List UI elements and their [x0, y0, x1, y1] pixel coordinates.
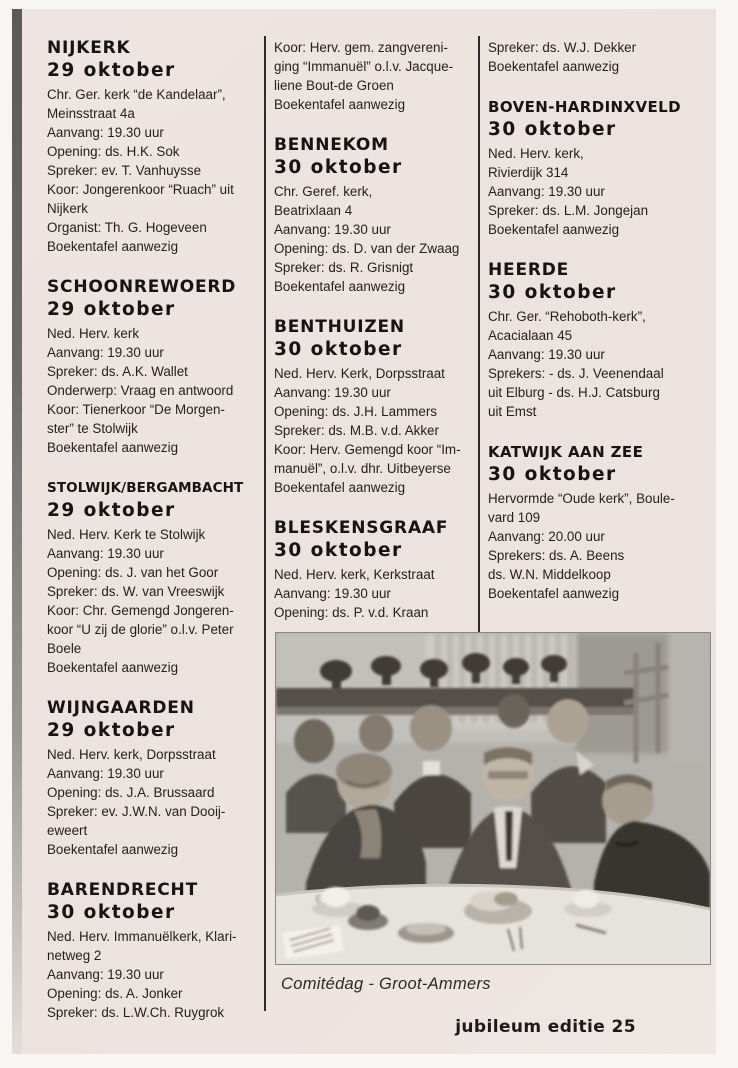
event-detail-line: koor “U zij de glorie” o.l.v. Peter	[47, 622, 234, 637]
event-detail-line: Onderwerp: Vraag en antwoord	[47, 383, 234, 398]
event-detail-line: Opening: ds. J.A. Brussaard	[47, 785, 215, 800]
event-detail-line: Spreker: ds. L.W.Ch. Ruygrok	[47, 1005, 225, 1020]
event-detail-line: Spreker: ev. T. Vanhuysse	[47, 163, 202, 178]
event-detail-line: Koor: Herv. Gemengd koor “Im-	[274, 442, 461, 457]
event-date: 30 oktober	[488, 282, 617, 303]
event-detail-line: Chr. Ger. “Rehoboth-kerk”,	[488, 309, 646, 324]
event-block-benthuizen	[274, 317, 472, 497]
event-detail-line: liene Bout-de Groen	[274, 78, 394, 93]
event-block-bleskensgraaf	[274, 518, 472, 622]
event-detail-line: vard 109	[488, 510, 541, 525]
event-detail-line: Ned. Herv. Immanuëlkerk, Klari-	[47, 929, 237, 944]
event-detail-line: Aanvang: 19.30 uur	[47, 967, 164, 982]
column-2	[274, 38, 472, 643]
event-detail-line: Boekentafel aanwezig	[47, 239, 179, 254]
event-detail-line: Spreker: ds. W. van Vreeswijk	[47, 584, 225, 599]
event-detail-line: Boekentafel aanwezig	[274, 97, 406, 112]
event-title: BENNEKOM	[274, 135, 389, 155]
event-block-schoonrewoerd	[47, 277, 260, 457]
event-detail-line: ging “Immanuël” o.l.v. Jacque-	[274, 59, 454, 74]
event-detail-line: Opening: ds. A. Jonker	[47, 986, 183, 1001]
event-title: NIJKERK	[47, 38, 131, 58]
event-block-stolwijk-bergambacht	[47, 478, 260, 677]
event-detail-line: Organist: Th. G. Hogeveen	[47, 220, 207, 235]
event-photo	[276, 633, 710, 964]
event-detail-line: Aanvang: 19.30 uur	[47, 766, 164, 781]
page-footer: jubileum editie 25	[455, 1017, 636, 1037]
event-detail-line: Hervormde “Oude kerk”, Boule-	[488, 491, 675, 506]
event-date: 29 oktober	[47, 720, 176, 741]
event-block-nijkerk	[47, 38, 260, 256]
event-detail-line: Opening: ds. J.H. Lammers	[274, 404, 437, 419]
column-continuation	[488, 38, 702, 76]
event-detail-line: Aanvang: 20.00 uur	[488, 529, 605, 544]
event-block-barendrecht	[47, 880, 260, 1022]
event-detail-line: Sprekers: - ds. J. Veenendaal	[488, 366, 664, 381]
event-detail-line: eweert	[47, 823, 88, 838]
event-detail-line: Boekentafel aanwezig	[488, 222, 620, 237]
event-title: BOVEN-HARDINXVELD	[488, 98, 681, 116]
column-divider-2	[478, 36, 480, 637]
event-detail-line: Ned. Herv. kerk,	[488, 146, 584, 161]
column-1	[47, 38, 260, 1043]
event-title: KATWIJK AAN ZEE	[488, 443, 644, 461]
event-title: BARENDRECHT	[47, 880, 198, 900]
event-detail-line: Aanvang: 19.30 uur	[47, 125, 164, 140]
event-title: BLESKENSGRAAF	[274, 518, 449, 538]
event-detail-line: Aanvang: 19.30 uur	[47, 546, 164, 561]
event-detail-line: Boekentafel aanwezig	[47, 660, 179, 675]
event-detail-line: Spreker: ds. W.J. Dekker	[488, 40, 637, 55]
event-detail-line: ds. W.N. Middelkoop	[488, 567, 611, 582]
event-detail-line: Boekentafel aanwezig	[47, 842, 179, 857]
event-detail-line: Meinsstraat 4a	[47, 106, 135, 121]
event-detail-line: Opening: ds. P. v.d. Kraan	[274, 605, 429, 620]
event-detail-line: Aanvang: 19.30 uur	[274, 222, 391, 237]
event-block-katwijk-aan-zee	[488, 442, 702, 603]
event-detail-line: Boekentafel aanwezig	[488, 586, 620, 601]
event-detail-line: Aanvang: 19.30 uur	[488, 347, 605, 362]
event-detail-line: uit Emst	[488, 404, 537, 419]
event-detail-line: Opening: ds. H.K. Sok	[47, 144, 180, 159]
event-date: 29 oktober	[47, 500, 176, 521]
event-detail-line: Boekentafel aanwezig	[47, 440, 179, 455]
photo-caption: Comitédag - Groot-Ammers	[281, 975, 491, 993]
page	[22, 9, 716, 1054]
event-detail-line: Acacialaan 45	[488, 328, 573, 343]
event-date: 30 oktober	[274, 339, 403, 360]
event-photo-illustration	[276, 633, 710, 964]
event-detail-line: Spreker: ds. L.M. Jongejan	[488, 203, 649, 218]
event-detail-line: Spreker: ds. R. Grisnigt	[274, 260, 414, 275]
event-block-boven-hardinxveld	[488, 97, 702, 239]
event-detail-line: Rivierdijk 314	[488, 165, 569, 180]
event-detail-line: Ned. Herv. kerk, Kerkstraat	[274, 567, 435, 582]
column-divider-1	[264, 36, 266, 1011]
event-date: 30 oktober	[488, 464, 617, 485]
event-detail-line: Aanvang: 19.30 uur	[274, 586, 391, 601]
column-continuation	[274, 38, 472, 114]
event-title: STOLWIJK/BERGAMBACHT	[47, 480, 244, 496]
event-detail-line: Boele	[47, 641, 82, 656]
event-detail-line: Koor: Herv. gem. zangvereni-	[274, 40, 448, 55]
event-detail-line: Ned. Herv. Kerk te Stolwijk	[47, 527, 206, 542]
event-detail-line: Spreker: ds. A.K. Wallet	[47, 364, 188, 379]
event-detail-line: Sprekers: ds. A. Beens	[488, 548, 625, 563]
event-date: 30 oktober	[274, 540, 403, 561]
event-detail-line: Opening: ds. J. van het Goor	[47, 565, 219, 580]
event-detail-line: Koor: Tienerkoor “De Morgen-	[47, 402, 225, 417]
event-detail-line: Boekentafel aanwezig	[488, 59, 620, 74]
event-detail-line: Aanvang: 19.30 uur	[274, 385, 391, 400]
event-detail-line: Ned. Herv. Kerk, Dorpsstraat	[274, 366, 445, 381]
event-date: 30 oktober	[488, 119, 617, 140]
event-date: 29 oktober	[47, 60, 176, 81]
event-detail-line: netweg 2	[47, 948, 102, 963]
event-detail-line: Boekentafel aanwezig	[274, 279, 406, 294]
event-detail-line: Chr. Geref. kerk,	[274, 184, 373, 199]
event-detail-line: uit Elburg - ds. H.J. Catsburg	[488, 385, 660, 400]
event-title: SCHOONREWOERD	[47, 277, 237, 297]
event-detail-line: Boekentafel aanwezig	[274, 480, 406, 495]
event-detail-line: Spreker: ds. M.B. v.d. Akker	[274, 423, 439, 438]
event-detail-line: Opening: ds. D. van der Zwaag	[274, 241, 460, 256]
event-detail-line: Nijkerk	[47, 201, 88, 216]
event-title: BENTHUIZEN	[274, 317, 405, 337]
column-3	[488, 38, 702, 624]
event-detail-line: Ned. Herv. kerk, Dorpsstraat	[47, 747, 216, 762]
event-block-wijngaarden	[47, 698, 260, 859]
event-detail-line: ster” te Stolwijk	[47, 421, 138, 436]
event-detail-line: Aanvang: 19.30 uur	[47, 345, 164, 360]
event-date: 30 oktober	[274, 157, 403, 178]
event-block-bennekom	[274, 135, 472, 296]
event-detail-line: Beatrixlaan 4	[274, 203, 353, 218]
event-title: HEERDE	[488, 260, 570, 280]
event-detail-line: Aanvang: 19.30 uur	[488, 184, 605, 199]
event-detail-line: Koor: Jongerenkoor “Ruach” uit	[47, 182, 234, 197]
event-detail-line: Ned. Herv. kerk	[47, 326, 140, 341]
event-detail-line: manuël”, o.l.v. dhr. Uitbeyerse	[274, 461, 451, 476]
event-detail-line: Spreker: ev. J.W.N. van Dooij-	[47, 804, 226, 819]
event-title: WIJNGAARDEN	[47, 698, 195, 718]
event-detail-line: Koor: Chr. Gemengd Jongeren-	[47, 603, 234, 618]
event-block-heerde	[488, 260, 702, 421]
event-date: 30 oktober	[47, 902, 176, 923]
event-detail-line: Chr. Ger. kerk “de Kandelaar”,	[47, 87, 226, 102]
event-date: 29 oktober	[47, 299, 176, 320]
